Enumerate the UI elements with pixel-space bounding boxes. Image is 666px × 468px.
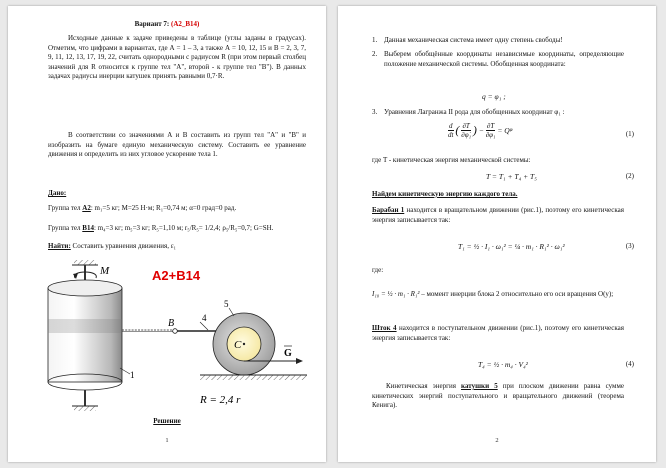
radius-caption: R = 2,4 r bbox=[200, 394, 241, 406]
inertia-formula: I₁₀ = ½ · m₁ · R₁² bbox=[372, 290, 420, 298]
item-1-text: Данная механическая система имеет одну степень свободы! bbox=[384, 36, 563, 44]
final-text-a: Кинетическая энергия bbox=[386, 382, 462, 390]
page-1 bbox=[8, 6, 326, 462]
G-arrowhead bbox=[296, 358, 303, 364]
eq-2-number: (2) bbox=[625, 172, 634, 180]
label-M: M bbox=[100, 265, 110, 277]
page-1-number: 1 bbox=[165, 437, 169, 444]
lagrange-equation: $\frac{d}{dt}$ ( $\frac{\partial T}{\text{∂φ̇₁}}$ ) − $\frac{\partial T}{\text{∂φ₁}}$ = Qφ bbox=[448, 122, 513, 139]
generalized-coordinate: q = φ₁ ; bbox=[482, 92, 506, 101]
group-a-values: : m₁=5 кг; M=25 Н·м; R₁=0,74 м; α=0 град=0 рад. bbox=[90, 204, 237, 212]
variant-title-code: (А2_В14) bbox=[171, 20, 200, 28]
where-label: где: bbox=[372, 266, 384, 274]
drum-top bbox=[48, 280, 122, 296]
drum-paragraph bbox=[372, 206, 624, 225]
mechanism-figure bbox=[22, 258, 312, 418]
group-b-label: В14 bbox=[82, 224, 94, 232]
ground-hatch bbox=[200, 375, 307, 380]
top-support-hatch bbox=[74, 260, 96, 265]
item-1 bbox=[372, 36, 563, 46]
label-1: 1 bbox=[130, 370, 135, 380]
group-a-line bbox=[48, 204, 236, 214]
bottom-support-hatch bbox=[74, 406, 96, 411]
page-2-number: 2 bbox=[495, 437, 499, 444]
label-4-leader bbox=[200, 322, 208, 330]
rod-text: находится в поступательном движении (рис.1), поэтому его кинетическая энергия записывается так: bbox=[372, 324, 624, 342]
moment-arrowhead bbox=[73, 273, 78, 279]
item-1-number: 1. bbox=[372, 36, 378, 44]
find-label: Найти: bbox=[48, 242, 71, 250]
label-4: 4 bbox=[202, 313, 207, 323]
label-5: 5 bbox=[224, 299, 229, 309]
solution-label: Решение bbox=[153, 417, 181, 425]
group-a-label: А2 bbox=[82, 204, 91, 212]
eq-4: T₄ = ½ · m₄ · V₄² bbox=[478, 360, 528, 369]
drum-body bbox=[48, 288, 122, 382]
eq-3: T₁ = ½ · I₁ · ω₁² = ¼ · m₁ · R₁² · ω₁² bbox=[458, 242, 565, 251]
given-label: Дано: bbox=[48, 189, 67, 197]
eq-2: T = T₁ + T₄ + T₅ bbox=[486, 172, 537, 181]
final-paragraph bbox=[372, 382, 624, 411]
point-B bbox=[173, 329, 178, 334]
label-C: C bbox=[234, 339, 242, 351]
kinetic-text: где T - кинетическая энергия механической системы: bbox=[372, 156, 531, 164]
group-a-prefix: Группа тел bbox=[48, 204, 83, 212]
rod-label: Шток 4 bbox=[372, 324, 397, 332]
variant-title-prefix: Вариант 7: bbox=[134, 20, 171, 28]
label-B: B bbox=[168, 318, 175, 329]
find-line bbox=[48, 242, 176, 252]
wheel-5-center bbox=[243, 343, 245, 345]
inertia-paragraph bbox=[372, 290, 624, 300]
heading-kinetic: Найдем кинетическую энергию каждого тела. bbox=[372, 190, 518, 198]
item-3-text: Уравнения Лагранжа II рода для обобщенных координат φ₁ : bbox=[384, 108, 565, 116]
drum-label: Барабан 1 bbox=[372, 206, 405, 214]
group-b-prefix: Группа тел bbox=[48, 224, 83, 232]
label-5-leader bbox=[229, 308, 234, 316]
drum-text: находится в вращательном движении (рис.1), поэтому его кинетическая энергия записывается так: bbox=[372, 206, 624, 224]
item-2-number: 2. bbox=[372, 50, 378, 58]
final-label: катушки 5 bbox=[461, 382, 498, 390]
eq-1-number: (1) bbox=[625, 130, 634, 138]
eq-4-number: (4) bbox=[625, 360, 634, 368]
lagrange-d-dt: $\frac{d}{dt}$ bbox=[448, 122, 454, 139]
variant-title bbox=[8, 20, 326, 30]
find-text: Составить уравнения движения, ε₁ bbox=[70, 242, 177, 250]
rod-paragraph bbox=[372, 324, 624, 343]
group-b-values: : m₄=3 кг; m₅=3 кг; R₅=1,10 м; r₅/R₅= 1/2,4; ρ₅/R₅=0,7; G=SH. bbox=[93, 224, 274, 232]
item-2-text: Выберем обобщённые координаты независимые координаты, определяющие положение механической системы. Обобщенная координата: bbox=[384, 50, 624, 68]
figure-badge: А2+В14 bbox=[152, 268, 201, 283]
label-G: G bbox=[284, 348, 292, 359]
lagrange-dT-dphidot: $\frac{\partial T}{\text{∂φ̇₁}}$ bbox=[461, 122, 472, 139]
task-paragraph: В соответствии со значениями А и В составить из групп тел "А" и "В" и изобразить на бумаге единую механическую систему. Составить ее уравнение движения и определить из них угловое ускорение тела 1. bbox=[48, 131, 306, 158]
lagrange-dT-dphi: $\frac{\partial T}{\text{∂φ₁}}$ bbox=[485, 122, 496, 139]
page-2 bbox=[338, 6, 656, 462]
intro-paragraph: Исходные данные к задаче приведены в таблице (углы заданы в градусах). Отметим, что цифрами в вариантах, где А = 1 – 3, а также А = 10, 12, 15 и В = 2, 3, 7, 9, 11, 12, 13, 17, 19, 22, считать однородными с радиусом R (при этом первый столбец значений для R относится к группе тел "А", второй - к группе тел "В"). В данных задачах радиусы инерции катушек принять равными 0,7·R. bbox=[48, 34, 306, 80]
drum-grooves bbox=[48, 320, 122, 332]
item-3-number: 3. bbox=[372, 108, 378, 116]
lagrange-tail: = Q bbox=[497, 126, 510, 135]
inertia-text: – момент инерции блока 2 относительно его оси вращения O(y); bbox=[419, 290, 614, 298]
final-text-b: при плоском движении равна сумме кинетических энергий поступательного и вращательного движений (теорема Кенига). bbox=[372, 382, 624, 409]
eq-3-number: (3) bbox=[625, 242, 634, 250]
group-b-line bbox=[48, 224, 273, 234]
